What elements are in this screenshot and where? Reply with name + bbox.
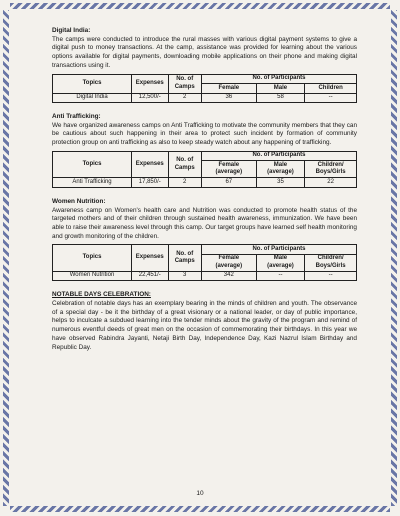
header-children: Children bbox=[305, 84, 357, 94]
cell-children: -- bbox=[305, 271, 357, 281]
section-heading: Digital India: bbox=[52, 27, 91, 34]
cell-camps: 2 bbox=[168, 93, 201, 103]
header-expenses: Expenses bbox=[132, 245, 168, 272]
cell-children: 22 bbox=[305, 178, 357, 188]
cell-female: 67 bbox=[201, 178, 256, 188]
table-row bbox=[53, 178, 357, 188]
section-heading: Anti Trafficking: bbox=[52, 113, 101, 121]
header-participants: No. of Participants bbox=[201, 74, 356, 84]
women-nutrition-table bbox=[52, 244, 357, 281]
header-male: Male (average) bbox=[256, 254, 305, 271]
section-anti-trafficking bbox=[52, 113, 357, 188]
cell-camps: 3 bbox=[168, 271, 201, 281]
anti-trafficking-table bbox=[52, 151, 357, 188]
cell-children: -- bbox=[305, 93, 357, 103]
table-row bbox=[53, 93, 357, 103]
header-expenses: Expenses bbox=[132, 151, 168, 178]
header-topics: Topics bbox=[53, 151, 132, 178]
header-participants: No. of Participants bbox=[201, 245, 356, 255]
cell-male: 58 bbox=[256, 93, 305, 103]
page-content bbox=[52, 27, 357, 362]
header-female: Female (average) bbox=[201, 161, 256, 178]
cell-expenses: 12,500/- bbox=[132, 93, 168, 103]
header-children: Children/ Boys/Girls bbox=[305, 161, 357, 178]
cell-female: 36 bbox=[201, 93, 256, 103]
cell-topic: Digital India bbox=[53, 93, 132, 103]
header-no-of-camps: No. of Camps bbox=[168, 74, 201, 93]
section-paragraph: Awareness camp on Women's health care and Nutrition was conducted to promote health status of the targeted mothers and of their children through sustained health awareness, immunization. We have been able to raise their awareness level through this camp. Our target groups have learned self health monitoring and growth monitoring of the children. bbox=[52, 206, 357, 240]
digital-india-table bbox=[52, 74, 357, 104]
header-male: Male bbox=[256, 84, 305, 94]
header-topics: Topics bbox=[53, 245, 132, 272]
header-children: Children/ Boys/Girls bbox=[305, 254, 357, 271]
decorative-border-top bbox=[10, 3, 390, 9]
section-paragraph: The camps were conducted to introduce the rural masses with various digital payment systems to give a digital push to money transactions. At the camp, assistance was provided for learning about the various options available for digital payments, downloading mobile applications on their phone and making digital transactions using it. bbox=[52, 35, 357, 69]
cell-expenses: 17,850/- bbox=[132, 178, 168, 188]
table-row bbox=[53, 271, 357, 281]
section-heading: Women Nutrition: bbox=[52, 197, 106, 205]
section-notable-days bbox=[52, 291, 357, 352]
cell-female: 342 bbox=[201, 271, 256, 281]
cell-male: -- bbox=[256, 271, 305, 281]
header-female: Female (average) bbox=[201, 254, 256, 271]
section-paragraph: We have organized awareness camps on Anti Trafficking to motivate the community members that they can be cautious about such happening in their area to protect such incident by formation of community protection group on anti trafficking as also to keep steady watch about any happening of trafficking. bbox=[52, 121, 357, 147]
header-male: Male (average) bbox=[256, 161, 305, 178]
cell-topic: Anti Trafficking bbox=[53, 178, 132, 188]
cell-male: 35 bbox=[256, 178, 305, 188]
header-female: Female bbox=[201, 84, 256, 94]
cell-expenses: 22,451/- bbox=[132, 271, 168, 281]
cell-camps: 2 bbox=[168, 178, 201, 188]
cell-topic: Women Nutrition bbox=[53, 271, 132, 281]
section-digital-india bbox=[52, 27, 357, 103]
header-expenses: Expenses bbox=[132, 74, 168, 93]
section-paragraph: Celebration of notable days has an exemplary bearing in the minds of children and youth. The observance of a special day - be it the birthday of a great visionary or a national leader, or day of public importance, helps to inculcate a subdued learning into the tender minds about the gravity of the program and remind of numerous eventful deeds of great men on the occasion of commemorating their birthdays. In this year we have observed Rabindra Jayanti, Netaji Birth Day, Independence Day, Kazi Nazrul Islam Birthday and Republic Day. bbox=[52, 300, 357, 351]
decorative-border-bottom bbox=[10, 506, 390, 512]
header-no-of-camps: No. of Camps bbox=[168, 245, 201, 272]
header-participants: No. of Participants bbox=[201, 151, 356, 161]
section-heading: NOTABLE DAYS CELEBRATION: bbox=[52, 291, 151, 299]
decorative-border-left bbox=[3, 10, 9, 506]
decorative-border-right bbox=[391, 10, 397, 506]
header-no-of-camps: No. of Camps bbox=[168, 151, 201, 178]
section-women-nutrition bbox=[52, 198, 357, 282]
header-topics: Topics bbox=[53, 74, 132, 93]
page-number: 10 bbox=[196, 490, 204, 497]
